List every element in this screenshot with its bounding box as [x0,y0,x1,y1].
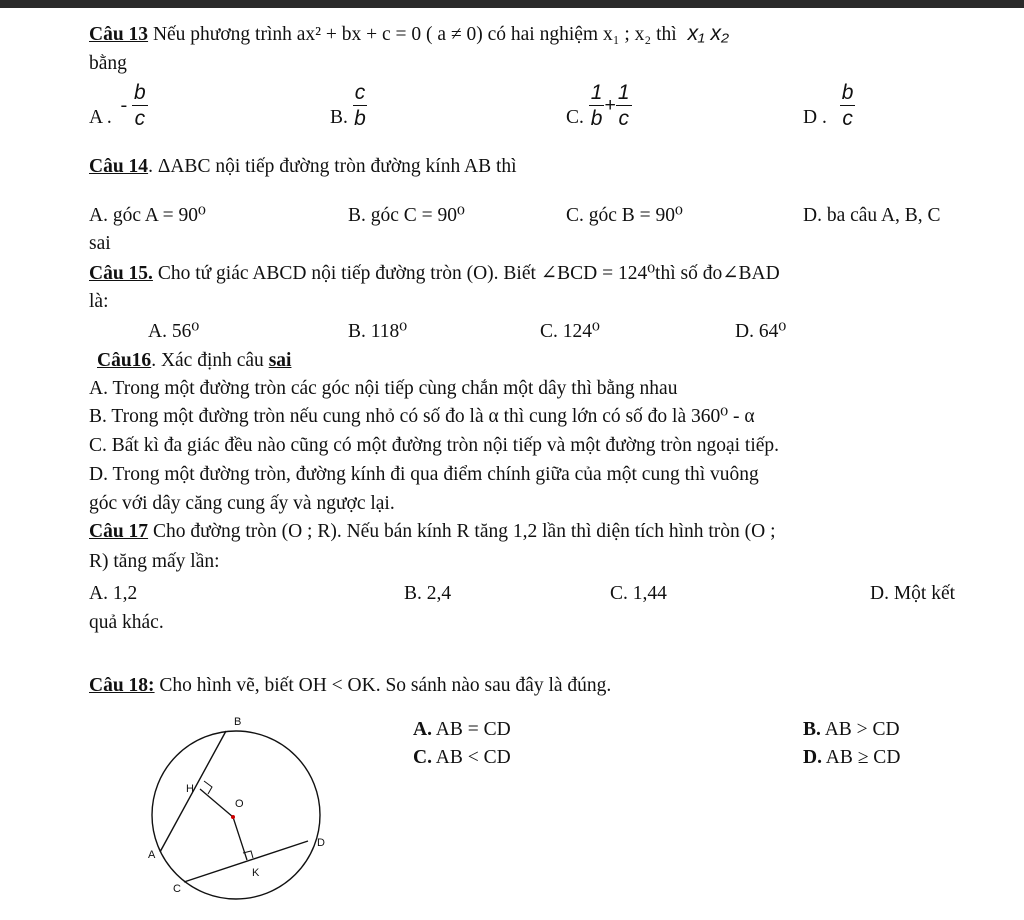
q17-option-d-tail: quả khác. [89,612,164,633]
q16-option-d[interactable]: D. Trong một đường tròn, đường kính đi qua điểm chính giữa của một cung thì vuông [89,464,759,485]
q14-option-d[interactable]: D. ba câu A, B, C [803,205,941,226]
q13-option-c-fraction-1: $\frac{1}{b}$ [590,81,603,130]
q15-text: Cho tứ giác ABCD nội tiếp đường tròn (O). Biết ∠BCD = 124⁰thì số đo∠BAD [152,263,780,284]
q13-stem [89,22,729,47]
q13-roots: x₁ x₂ [687,22,730,45]
q15-option-c[interactable]: C. 124⁰ [540,321,600,342]
q17-option-d[interactable]: D. Một kết [870,583,956,604]
q15-option-a[interactable]: A. 56⁰ [148,321,200,342]
circle-o [152,731,320,899]
q16-option-d-line2: góc với dây căng cung ấy và ngược lại. [89,493,395,514]
q13-option-c[interactable] [566,82,632,129]
label-k: K [252,867,260,879]
q13-option-d[interactable] [803,82,855,129]
q18-stem [89,674,611,697]
label-d: D [317,837,325,849]
q17-stem [89,520,776,543]
q17-stem-line2: R) tăng mấy lần: [89,551,220,572]
q17-option-a[interactable]: A. 1,2 [89,583,138,604]
q15-option-d[interactable]: D. 64⁰ [735,321,787,342]
q13-option-a-fraction: $\frac{b}{c}$ [134,81,146,130]
q18-option-d[interactable]: D. AB ≥ CD [803,747,901,768]
segment-oh [200,789,233,817]
q16-sai: sai [268,350,292,371]
top-border [0,0,1024,8]
q14-label: Câu 14 [89,156,149,177]
q18-option-a[interactable]: A. AB = CD [413,719,511,740]
q13-option-a-label: A . [89,107,112,128]
q14-stem [89,155,517,178]
right-angle-h [204,781,212,794]
q16-text: . Xác định câu [151,350,269,371]
label-a: A [148,849,156,861]
q13-option-a-sign: - [120,95,128,116]
q15-stem [89,262,780,285]
q13-option-c-label: C. [566,107,584,128]
q14-option-c[interactable]: C. góc B = 90⁰ [566,205,683,226]
q13-text: Nếu phương trình ax² + bx + c = 0 ( a ≠ 0) có hai nghiệm x₁ ; x₂ thì [148,24,682,45]
q13-option-b[interactable] [330,82,367,129]
q14-option-a[interactable]: A. góc A = 90⁰ [89,205,206,226]
label-c: C [173,883,181,895]
q18-figure [140,712,340,912]
q15-label: Câu 15. [89,263,153,284]
q13-label: Câu 13 [89,24,149,45]
q16-option-b[interactable]: B. Trong một đường tròn nếu cung nhỏ có số đo là α thì cung lớn có số đo là 360⁰ - α [89,406,755,427]
q16-stem [97,349,291,372]
q16-option-a[interactable]: A. Trong một đường tròn các góc nội tiếp cùng chắn một dây thì bằng nhau [89,378,678,399]
q15-option-b[interactable]: B. 118⁰ [348,321,408,342]
q13-option-c-fraction-2: $\frac{1}{c}$ [617,81,630,130]
q18-option-c[interactable]: C. AB < CD [413,747,511,768]
q13-option-b-fraction: $\frac{c}{b}$ [354,81,366,130]
center-o [231,815,235,819]
q16-label: Câu16 [97,350,152,371]
label-h: H [186,783,194,795]
q13-option-c-plus: + [604,94,616,116]
q14-option-b[interactable]: B. góc C = 90⁰ [348,205,465,226]
q16-option-c[interactable]: C. Bất kì đa giác đều nào cũng có một đường tròn nội tiếp và một đường tròn ngoại tiếp. [89,435,780,456]
q18-option-b[interactable]: B. AB > CD [803,719,900,740]
q15-stem-line2: là: [89,291,109,312]
label-b: B [234,716,242,728]
q18-label: Câu 18: [89,675,155,696]
q17-option-b[interactable]: B. 2,4 [404,583,452,604]
q17-label: Câu 17 [89,521,149,542]
q13-stem-line2: bằng [89,53,127,74]
label-o: O [235,798,244,810]
q14-option-d-tail: sai [89,233,111,254]
segment-ok [233,817,247,860]
q13-option-d-label: D . [803,107,827,128]
q13-option-b-label: B. [330,107,348,128]
q18-text: Cho hình vẽ, biết OH < OK. So sánh nào sau đây là đúng. [154,675,612,696]
q17-option-c[interactable]: C. 1,44 [610,583,667,604]
chord-cd [184,841,308,882]
q13-option-d-fraction: $\frac{b}{c}$ [841,81,854,130]
q17-text: Cho đường tròn (O ; R). Nếu bán kính R tăng 1,2 lần thì diện tích hình tròn (O ; [148,521,776,542]
q13-option-a[interactable] [89,82,148,129]
q14-text: . ΔABC nội tiếp đường tròn đường kính AB thì [148,156,517,177]
